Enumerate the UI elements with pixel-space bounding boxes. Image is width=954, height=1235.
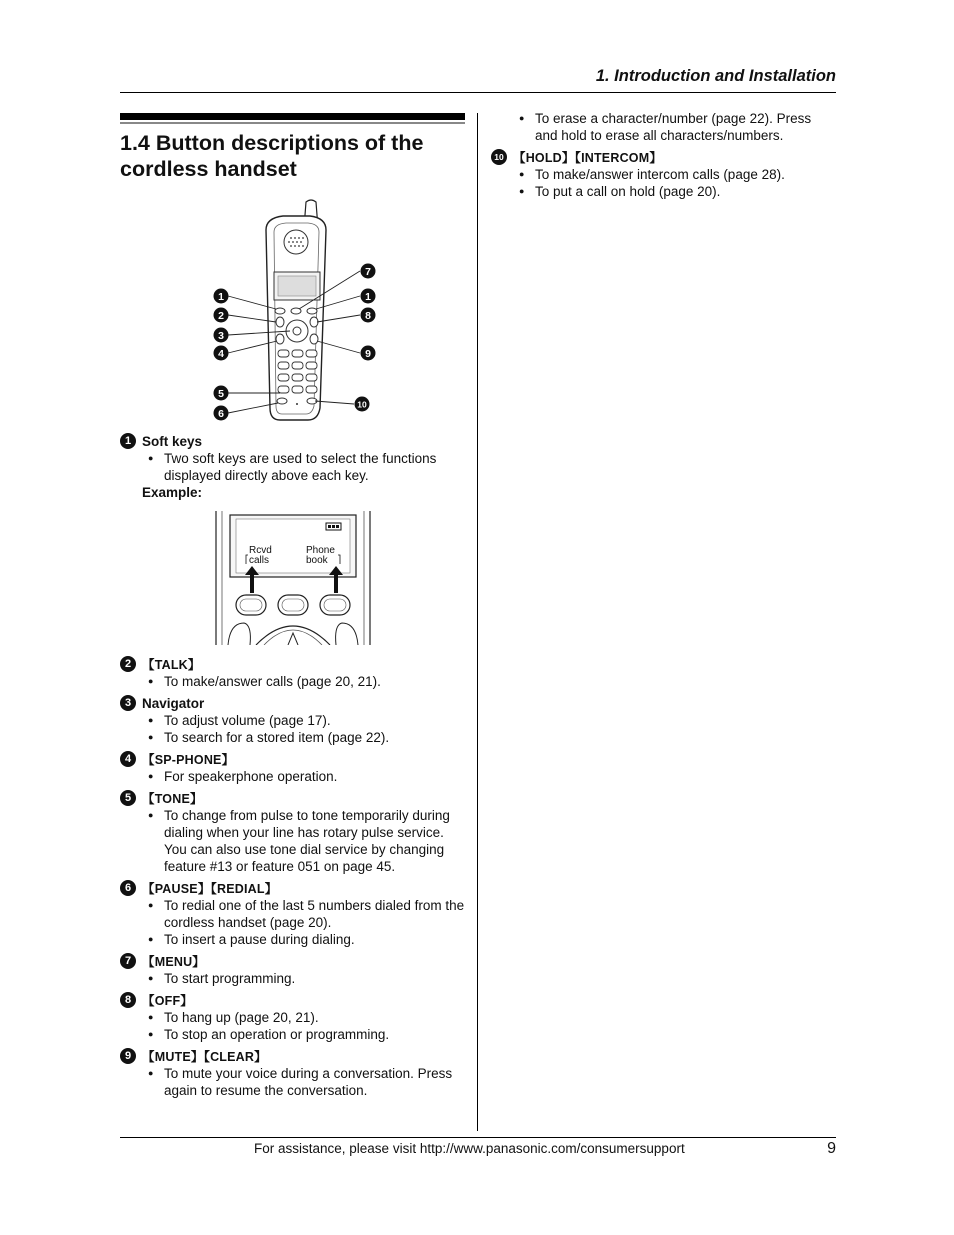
- item-number: 6: [120, 880, 136, 896]
- item-label: Soft keys: [142, 433, 203, 449]
- chapter-title: 1. Introduction and Installation: [595, 67, 836, 85]
- item-label: 【HOLD】【INTERCOM】: [513, 151, 663, 165]
- bullet-text: ● To change from pulse to tone temporarily during dialing when your line has rotary pulse service. You can also use tone dial service by changing feature #13 or feature 051 on page 45.: [120, 807, 465, 875]
- bullet-text: ● To stop an operation or programming.: [120, 1026, 465, 1043]
- item-label: 【OFF】: [142, 994, 193, 1008]
- bullet-text: ● Two soft keys are used to select the functions displayed directly above each key.: [120, 450, 465, 484]
- item-navigator: [120, 694, 465, 746]
- callout-1-right: [361, 289, 376, 304]
- right-soft-key: [320, 595, 350, 615]
- item-tone: [120, 789, 465, 875]
- svg-text:6: 6: [218, 408, 224, 420]
- item-number: 3: [120, 695, 136, 711]
- screen-text-rcvd: Rcvd: [249, 545, 272, 556]
- bullet-text: ● To make/answer calls (page 20, 21).: [120, 673, 465, 690]
- svg-text:8: 8: [365, 310, 371, 322]
- item-number: 10: [491, 149, 507, 165]
- menu-key: [278, 595, 308, 615]
- bullet-text: ● To erase a character/number (page 22). Press and hold to erase all characters/numbers.: [491, 110, 836, 144]
- item-number: 7: [120, 953, 136, 969]
- item-mute-clear: [120, 1047, 465, 1099]
- item-number: 9: [120, 1048, 136, 1064]
- svg-text:2: 2: [218, 310, 224, 322]
- item-label: 【TONE】: [142, 792, 203, 806]
- column-divider: [477, 113, 478, 1131]
- item-number: 4: [120, 751, 136, 767]
- callout-1-left: [214, 289, 229, 304]
- callout-8: [361, 308, 376, 323]
- callout-6: [214, 406, 229, 421]
- callout-10: [355, 397, 370, 412]
- item-hold-intercom: [491, 148, 836, 200]
- callout-5: [214, 386, 229, 401]
- item-number: 2: [120, 656, 136, 672]
- svg-text:1: 1: [365, 291, 371, 303]
- item-pause-redial: [120, 879, 465, 948]
- bullet-text: ● To make/answer intercom calls (page 28).: [491, 166, 836, 183]
- item-label: 【MENU】: [142, 955, 206, 969]
- item-label: 【PAUSE】【REDIAL】: [142, 882, 278, 896]
- svg-text:1: 1: [218, 291, 224, 303]
- callout-9: [361, 346, 376, 361]
- item-soft-keys: [120, 432, 465, 501]
- bullet-text: ● To insert a pause during dialing.: [120, 931, 465, 948]
- item-menu: [120, 952, 465, 987]
- section-title: 1.4 Button descriptions of the cordless handset: [120, 131, 424, 181]
- page-number: 9: [827, 1140, 836, 1157]
- callout-3: [214, 328, 229, 343]
- svg-text:4: 4: [218, 348, 224, 360]
- example-label: Example:: [142, 485, 203, 500]
- screen-text-phone: Phone: [306, 545, 335, 556]
- item-number: 8: [120, 992, 136, 1008]
- bullet-text: ● For speakerphone operation.: [120, 768, 465, 785]
- callout-2: [214, 308, 229, 323]
- bullet-text: ● To put a call on hold (page 20).: [491, 183, 836, 200]
- item-off: [120, 991, 465, 1043]
- svg-text:3: 3: [218, 330, 224, 342]
- svg-text:9: 9: [365, 348, 371, 360]
- callout-7: [361, 264, 376, 279]
- bullet-text: ● To start programming.: [120, 970, 465, 987]
- footer-rule: [120, 1137, 836, 1138]
- handset-figure: [208, 198, 465, 428]
- item-label: Navigator: [142, 695, 205, 711]
- screen-text-calls: calls: [249, 555, 270, 566]
- bullet-text: ● To mute your voice during a conversation. Press again to resume the conversation.: [120, 1065, 465, 1099]
- item-talk: [120, 655, 465, 690]
- left-soft-key: [236, 595, 266, 615]
- item-sp-phone: [120, 750, 465, 785]
- bullet-text: ● To redial one of the last 5 numbers dialed from the cordless handset (page 20).: [120, 897, 465, 931]
- soft-key-example-figure: [212, 511, 465, 645]
- item-label: 【TALK】: [142, 658, 201, 672]
- bullet-text: ● To adjust volume (page 17).: [120, 712, 465, 729]
- screen-text-book: book: [306, 555, 328, 566]
- item-number: 1: [120, 433, 136, 449]
- svg-text:10: 10: [357, 399, 367, 410]
- item-label: 【SP-PHONE】: [142, 753, 235, 767]
- title-rule-thin: [120, 122, 465, 124]
- svg-text:5: 5: [218, 388, 224, 400]
- item-label: 【MUTE】【CLEAR】: [142, 1050, 267, 1064]
- speaker-icon: [284, 230, 308, 254]
- bullet-text: ● To hang up (page 20, 21).: [120, 1009, 465, 1026]
- title-rule: [120, 113, 465, 120]
- page-header: [120, 64, 836, 93]
- footer-assistance-text: For assistance, please visit http://www.panasonic.com/consumersupport: [254, 1141, 685, 1156]
- right-column: [491, 110, 836, 200]
- left-column: [120, 113, 465, 1099]
- item-number: 5: [120, 790, 136, 806]
- svg-text:7: 7: [365, 266, 371, 278]
- callout-4: [214, 346, 229, 361]
- bullet-text: ● To search for a stored item (page 22).: [120, 729, 465, 746]
